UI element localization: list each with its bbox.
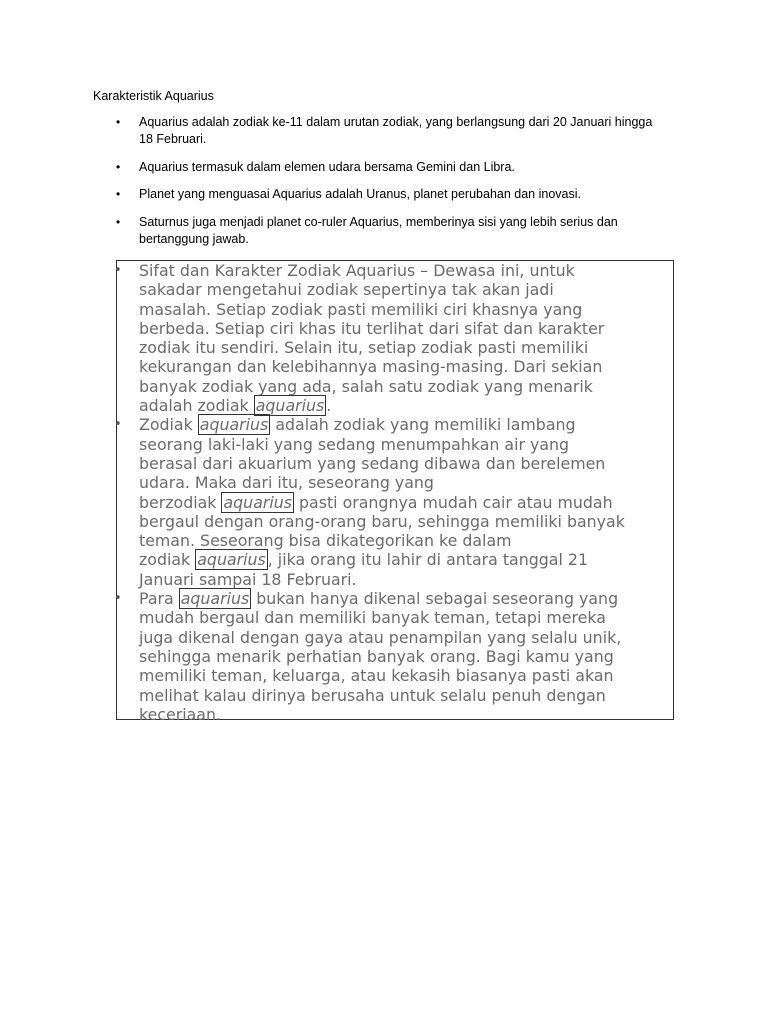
intro-bullet-list	[116, 114, 672, 258]
boxed-text-frame	[114, 260, 674, 724]
list-item: • Aquarius adalah zodiak ke-11 dalam urutan zodiak, yang berlangsung dari 20 Januari hingga 18 Februari.	[116, 115, 653, 146]
keyword-link[interactable]: aquarius	[223, 492, 292, 512]
bullet-icon: •	[116, 159, 121, 174]
keyword-link[interactable]: aquarius	[199, 415, 269, 435]
bullet-icon: •	[114, 591, 122, 607]
bullet-icon: •	[116, 187, 121, 201]
keyword-link[interactable]: aquarius	[180, 589, 250, 609]
list-item: • Saturnus juga menjadi planet co-ruler Aquarius, memberinya sisi yang lebih serius dan bertanggung jawab.	[116, 214, 618, 246]
keyword-link[interactable]: aquarius	[255, 396, 325, 416]
bullet-icon: •	[116, 115, 121, 129]
bullet-icon: •	[114, 417, 122, 433]
list-item: • Planet yang menguasai Aquarius adalah Uranus, planet perubahan dan inovasi.	[116, 187, 581, 201]
list-item: • Para aquarius bukan hanya dikenal sebagai seseorang yang mudah bergaul dan memiliki banyak teman, tetapi mereka juga dikenal dengan gaya atau penampilan yang selalu unik, sehingga menarik perhatian banyak orang. Bagi kamu yang memiliki teman, keluarga, atau kekasih biasanya pasti akan melihat kalau dirinya berusaha untuk selalu penuh dengan keceriaan.	[114, 589, 622, 724]
list-item: • Aquarius termasuk dalam elemen udara bersama Gemini dan Libra.	[116, 159, 515, 174]
bullet-icon: •	[114, 263, 122, 278]
list-item: • Sifat dan Karakter Zodiak Aquarius – Dewasa ini, untuk sakadar mengetahui zodiak sepertinya tak akan jadi masalah. Setiap zodiak pasti memiliki ciri khasnya yang berbeda. Setiap ciri khas itu terlihat dari sifat dan karakter zodiak itu sendiri. Selain itu, setiap zodiak pasti memiliki kekurangan dan kelebihannya masing-masing. Dari sekian banyak zodiak yang ada, salah satu zodiak yang menarik adalah zodiak aquarius .	[114, 261, 605, 416]
list-item: • Zodiak aquarius adalah zodiak yang memiliki lambang seorang laki-laki yang sedang menumpahkan air yang berasal dari akuarium yang sedang dibawa dan berelemen udara. Maka dari itu, seseorang yang berzodiak aquarius pasti orangnya mudah cair atau mudah bergaul dengan orang-orang baru, sehingga memiliki banyak teman. Seseorang bisa dikategorikan ke dalam zodiak aquarius , jika orang itu lahir di antara tanggal 21 Januari sampai 18 Februari.	[114, 415, 625, 589]
boxed-bullet-list	[114, 261, 657, 724]
bullet-icon: •	[116, 214, 121, 229]
keyword-link[interactable]: aquarius	[197, 550, 266, 570]
document-title: Karakteristik Aquarius	[93, 89, 214, 103]
